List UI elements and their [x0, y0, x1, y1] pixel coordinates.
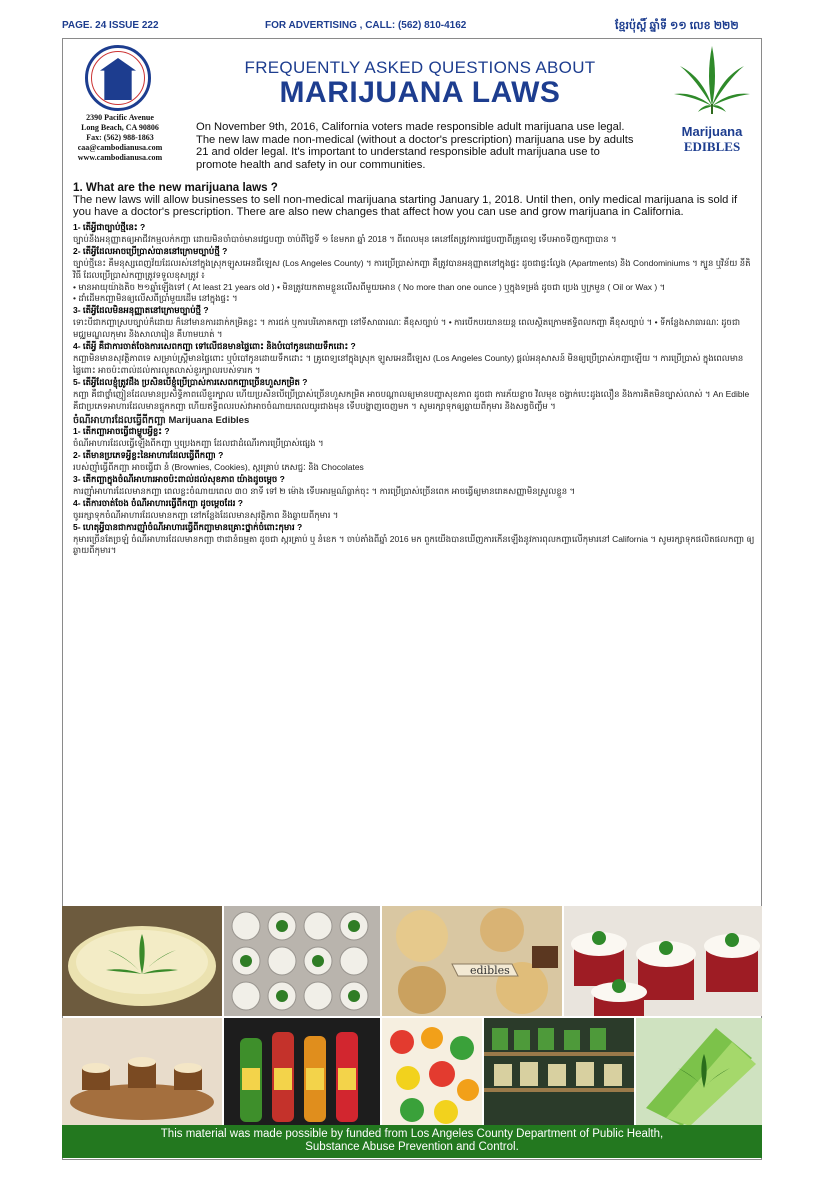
kh-paragraph-2: ច្បាប់ថ្មីនេះ គឺមនុស្សពេញវ័យដែលរស់នៅក្នុងស្រុកឡូសអេនជឺឡេស (Los Angeles County) ។ ការប្រើប្រាស់កញ្ឆា គឺត្រូវបានអនុញ្ញាតនៅក្នុងផ្ទះ ដូចជាផ្ទះល្វែង (Apartments) និង Condominiums ។ ក្បួន ឬវិន័យ នីតិវិធី ដែលប្រើប្រាស់កញ្ឆាត្រូវទទួលខុសត្រូវ ៖ — [73, 257, 751, 280]
kh-heading-2: 2- តើអ្វីដែលអាចប្រើប្រាស់បាននៅក្រោមច្បាប់ថ្មី ? — [73, 245, 228, 256]
fax-line: Fax: (562) 988-1863 — [86, 133, 154, 142]
question-1 — [73, 182, 753, 218]
org-logo — [85, 45, 151, 111]
intro-paragraph: On November 9th, 2016, California voters made responsible adult marijuana use legal. The new law made non-medical (without a doctor's prescription) marijuana use by adults 21 and older legal. It's important to understand responsible adult marijuana use to promote health and safety in our communities. — [196, 121, 634, 171]
photo-red-velvet-cupcakes — [564, 906, 762, 1016]
kh-edibles-heading-4: 4- តើការចាត់ចែង ចំណីអាហារធ្វើពីកញ្ឆា ដូចម្តេចដែរ ? — [73, 497, 243, 508]
photo-leaf-cake — [62, 906, 222, 1016]
photo-cupcake-tray — [224, 906, 380, 1016]
kh-edibles-section: ចំណីអាហារដែលធ្វើពីកញ្ឆា Marijuana Edibles — [73, 414, 250, 426]
top-bar — [0, 0, 823, 38]
question-1-answer: The new laws will allow businesses to sell non-medical marijuana starting January 1, 2018. Until then, only medical marijuana is sold if you have a doctor's prescription. There are also new changes that affect how you can use and grow marijuana in California. — [73, 194, 738, 218]
advertising-line: FOR ADVERTISING , CALL: (562) 810-4162 — [265, 20, 467, 31]
kh-paragraph-4: កញ្ឆាមិនមានសុវត្ថិភាពទេ សម្រាប់ស្ត្រីមានផ្ទៃពោះ ឬបំបៅកូនដោយទឹកដោះ ។ គ្រូពេទ្យនៅក្នុងស្រុក ឡូសអេនជឺឡេស (Los Angeles County) ផ្តល់អនុសាសន៍ មិនឲ្យប្រើប្រាស់កញ្ឆាឡើយ ។ ការប្រើប្រាស់ ក្នុងពេលមានផ្ទៃពោះ អាចប៉ះពាល់ដល់ការលូតលាស់ខួរក្បាលរបស់ទារក ។ — [73, 352, 744, 375]
page-issue: PAGE. 24 ISSUE 222 — [62, 20, 159, 31]
funding-banner — [62, 1125, 762, 1158]
photo-edibles-cookies — [382, 906, 562, 1016]
kh-edibles-paragraph-3: ការញ៉ាំអាហារដែលមានកញ្ឆា ពេលខ្លះចំណាយពេល ៣០ នាទី ទៅ ២ ម៉ោង ទើបអារម្មណ៍ធ្លាក់ចុះ ។ ការប្រើប្រាស់ច្រើនពេក អាចធ្វើឲ្យមានរោគសញ្ញាមិនស្រួលខ្លួន ។ — [73, 485, 576, 496]
brand-line-1: Marijuana — [681, 124, 743, 139]
kh-paragraph-3: ទោះបីជាកញ្ឆាស្របច្បាប់ក៏ដោយ ក៏នៅមានការដាក់កម្រិតខ្លះ ។ ការជក់ ឬការបរិភោគកញ្ឆា នៅទីសាធារណៈ គឺខុសច្បាប់ ។ • ការបើកបរយានយន្ត ពេលស្ថិតក្រោមឥទ្ធិពលកញ្ឆា គឺខុសច្បាប់ ។ • ទីកន្លែងសាធារណៈ ដូចជាមជ្ឈមណ្ឌលកុមារ និងសាលារៀន គឺហាមឃាត់ ។ — [73, 317, 741, 340]
kh-edibles-heading-2: 2- តើមានប្រភេទអ្វីខ្លះនៃអាហារដែលធ្វើពីកញ្ឆា ? — [73, 450, 224, 461]
title-line-1: FREQUENTLY ASKED QUESTIONS ABOUT — [244, 58, 596, 77]
title-line-2: MARIJUANA LAWS — [279, 76, 561, 109]
photo-green-candy — [636, 1018, 762, 1126]
khmer-body — [73, 222, 758, 557]
khmer-issue: ខ្មែរប៉ុស្ដិ៍ ឆ្នាំទី ១១ លេខ ២២២ — [615, 20, 739, 32]
kh-edibles-heading-5: 5- ហេតុអ្វីបានជាការញ៉ាំចំណីអាហារធ្វើពីកញ្ឆាមានគ្រោះថ្នាក់ចំពោះកុមារ ? — [73, 521, 303, 532]
kh-edibles-paragraph-2: របស់ញ៉ាំធ្វើពីកញ្ឆា អាចធ្វើជា នំ (Brownies, Cookies), ស្ករគ្រាប់ ភេសជ្ជៈ និង Chocolates — [73, 462, 364, 473]
brand-line-2: EDIBLES — [683, 139, 741, 154]
kh-bullet-1: • មានអាយុយ៉ាងតិច ២១ឆ្នាំឡើងទៅ ( At least 21 years old ) • មិនត្រូវយកតាមខ្លួនលើសពីមួយអោន ( No more than one ounce ) ឬក្នុងទម្រង់ ដូចជា ប្រេង ឬក្រមួន ( Oil or Wax ) ។ — [73, 281, 666, 292]
address-line-2: Long Beach, CA 90806 — [81, 123, 159, 132]
edibles-label: edibles — [470, 964, 510, 977]
kh-edibles-heading-3: 3- តើកញ្ឆាក្នុងចំណីអាហារអាចប៉ះពាល់ដល់សុខភាព យ៉ាងដូចម្តេច ? — [73, 474, 285, 485]
address-line-1: 2390 Pacific Avenue — [86, 113, 154, 122]
org-address — [68, 113, 172, 163]
web-line: www.cambodianusa.com — [77, 153, 163, 162]
kh-heading-3: 3- តើអ្វីដែលមិនអនុញ្ញាតនៅក្រោមច្បាប់ថ្មី ? — [73, 305, 209, 316]
kh-edibles-heading-1: 1- តើកញ្ឆាអាចធ្វើជាម្ហូបអ្វីខ្លះ ? — [73, 426, 170, 437]
kh-heading-1: 1- តើអ្វីជាច្បាប់ថ្មីនេះ ? — [73, 222, 146, 232]
funding-line-2: Substance Abuse Prevention and Control. — [305, 1140, 519, 1153]
kh-heading-5: 5- តើអ្វីដែលខ្ញុំត្រូវដឹង ប្រសិនបើខ្ញុំប្រើប្រាស់ការសេពកញ្ឆាច្រើនហួសកម្រិត ? — [73, 376, 308, 387]
kh-edibles-paragraph-1: ចំណីអាហារដែលធ្វើឡើងពីកញ្ឆា ឬប្រេងកញ្ឆា ដែលជាដំណើរការប្រើប្រាស់ផ្សេង ។ — [73, 438, 324, 449]
photo-dessert-cups — [62, 1018, 222, 1126]
kh-edibles-paragraph-4: ចូររក្សាទុកចំណីអាហារដែលមានកញ្ឆា នៅកន្លែងដែលមានសុវត្ថិភាព និងឆ្ងាយពីកុមារ ។ — [73, 509, 339, 520]
cannabis-leaf-icon — [672, 44, 752, 114]
photo-collage — [62, 906, 762, 1126]
photo-soda-bottles — [224, 1018, 380, 1126]
kh-paragraph-5: កញ្ឆា គឺជាថ្នាំញៀនដែលមានប្រសិទ្ធិភាពលើខួរក្បាល ហើយប្រសិនបើប្រើប្រាស់ច្រើនហួសកម្រិត អាចបណ្តាលឲ្យមានបញ្ហាសុខភាព ដូចជា ការភ័យខ្លាច វិលមុខ ចង្វាក់បេះដូងលឿន និងការគិតមិនច្បាស់លាស់ ។ An Edible គឺជាប្រភេទអាហារដែលមានផ្ទុកកញ្ឆា ហើយឥទ្ធិពលរបស់វាអាចចំណាយពេលយូរជាងមុន ទើបបង្ហាញចេញមក ។ សូមរក្សាទុកឲ្យឆ្ងាយពីកុមារ និងសត្វចិញ្ចឹម ។ — [73, 388, 750, 411]
question-1-title: 1. What are the new marijuana laws ? — [73, 181, 278, 194]
kh-bullet-2: • ដាំដើមកញ្ឆាមិនឲ្យលើសពីប្រាំមួយដើម នៅក្នុងផ្ទះ ។ — [73, 293, 238, 304]
kh-paragraph-1: ច្បាប់នឹងអនុញ្ញាតឲ្យអាជីវកម្មលក់កញ្ឆា ដោយមិនចាំបាច់មានវេជ្ជបញ្ជា ចាប់ពីថ្ងៃទី ១ ខែមករា ឆ្នាំ 2018 ។ ពីពេលមុន គេនៅតែត្រូវការវេជ្ជបញ្ជាពីគ្រូពេទ្យ ទើបអាចទិញកញ្ឆាបាន ។ — [73, 233, 617, 244]
kh-edibles-paragraph-5: កុមារច្រើនតែច្រឡំ ចំណីអាហារដែលមានកញ្ឆា ថាជានំធម្មតា ដូចជា ស្ករគ្រាប់ ឬ នំខេក ។ ចាប់តាំងពីឆ្នាំ 2016 មក ពួកយើងបានឃើញការកើនឡើងនូវការពុលកញ្ឆាលើកុមារនៅ California ។ សូមរក្សាទុកផលិតផលកញ្ឆា ឲ្យឆ្ងាយពីកុមារ។ — [73, 533, 755, 556]
photo-gummy-candy — [382, 1018, 482, 1126]
kh-heading-4: 4- តើអ្វី គឺជាការចាត់ចែងការសេពកញ្ឆា ទៅលើជនមានផ្ទៃពោះ និងបំបៅកូនដោយទឹកដោះ ? — [73, 341, 356, 352]
funding-line-1: This material was made possible by funded from Los Angeles County Department of Public Health, — [160, 1128, 664, 1140]
email-line: caa@cambodianusa.com — [77, 143, 163, 152]
photo-store-shelves — [484, 1018, 634, 1126]
